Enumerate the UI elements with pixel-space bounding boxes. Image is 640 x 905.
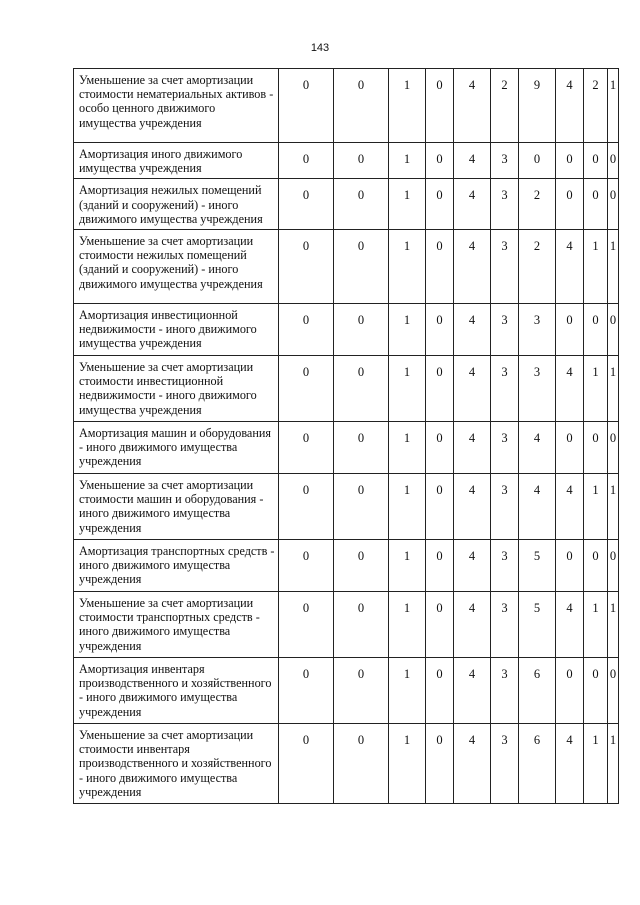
code-digit-cell: 0 [426, 143, 454, 179]
code-digit-cell: 0 [519, 143, 556, 179]
row-label: Амортизация инвентаря производственного и хозяйственного - иного движимого имущества учреждения [74, 658, 279, 724]
code-digit-cell: 0 [279, 230, 334, 304]
code-digit-cell: 1 [584, 724, 608, 804]
code-digit-cell: 1 [584, 356, 608, 422]
code-digit-cell: 0 [334, 69, 389, 143]
table-row [74, 474, 619, 540]
code-digit-cell: 1 [389, 179, 426, 230]
code-digit-cell: 0 [279, 356, 334, 422]
table-row [74, 658, 619, 724]
code-digit-cell: 0 [279, 69, 334, 143]
code-digit-cell: 0 [608, 179, 619, 230]
code-digit-cell: 4 [519, 474, 556, 540]
code-digit-cell: 1 [389, 724, 426, 804]
table-row [74, 179, 619, 230]
code-digit-cell: 9 [519, 69, 556, 143]
code-digit-cell: 4 [556, 69, 584, 143]
code-digit-cell: 0 [556, 179, 584, 230]
code-digit-cell: 4 [454, 69, 491, 143]
code-digit-cell: 0 [426, 422, 454, 474]
code-digit-cell: 0 [584, 179, 608, 230]
code-digit-cell: 3 [491, 143, 519, 179]
code-digit-cell: 2 [584, 69, 608, 143]
row-label: Уменьшение за счет амортизации стоимости инвентаря производственного и хозяйственного - иного движимого имущества учреждения [74, 724, 279, 804]
code-digit-cell: 0 [279, 143, 334, 179]
code-digit-cell: 3 [491, 474, 519, 540]
code-digit-cell: 0 [334, 422, 389, 474]
code-digit-cell: 4 [556, 230, 584, 304]
code-digit-cell: 4 [454, 592, 491, 658]
table-row [74, 724, 619, 804]
code-digit-cell: 0 [279, 179, 334, 230]
code-digit-cell: 4 [454, 143, 491, 179]
row-label: Уменьшение за счет амортизации стоимости машин и оборудования - иного движимого имущества учреждения [74, 474, 279, 540]
code-digit-cell: 0 [279, 540, 334, 592]
code-digit-cell: 0 [334, 592, 389, 658]
code-digit-cell: 0 [584, 422, 608, 474]
code-digit-cell: 3 [491, 304, 519, 356]
code-digit-cell: 0 [426, 304, 454, 356]
code-digit-cell: 1 [608, 724, 619, 804]
code-digit-cell: 3 [491, 658, 519, 724]
code-digit-cell: 0 [556, 304, 584, 356]
code-digit-cell: 0 [608, 143, 619, 179]
table-row [74, 230, 619, 304]
code-digit-cell: 0 [426, 230, 454, 304]
code-digit-cell: 0 [334, 179, 389, 230]
code-digit-cell: 6 [519, 658, 556, 724]
row-label: Амортизация нежилых помещений (зданий и сооружений) - иного движимого имущества учреждения [74, 179, 279, 230]
code-digit-cell: 0 [556, 540, 584, 592]
code-digit-cell: 1 [389, 356, 426, 422]
code-digit-cell: 4 [454, 230, 491, 304]
row-label: Уменьшение за счет амортизации стоимости нематериальных активов - особо ценного движимого имущества учреждения [74, 69, 279, 143]
code-digit-cell: 1 [608, 592, 619, 658]
code-digit-cell: 0 [279, 658, 334, 724]
code-digit-cell: 1 [584, 592, 608, 658]
code-digit-cell: 1 [608, 230, 619, 304]
code-digit-cell: 0 [426, 69, 454, 143]
code-digit-cell: 0 [584, 143, 608, 179]
code-digit-cell: 0 [334, 304, 389, 356]
code-digit-cell: 1 [584, 474, 608, 540]
table-row [74, 69, 619, 143]
code-digit-cell: 4 [454, 540, 491, 592]
code-digit-cell: 4 [454, 724, 491, 804]
code-digit-cell: 0 [334, 230, 389, 304]
code-digit-cell: 0 [426, 179, 454, 230]
code-digit-cell: 0 [584, 540, 608, 592]
code-digit-cell: 4 [454, 422, 491, 474]
code-digit-cell: 0 [426, 592, 454, 658]
code-digit-cell: 0 [426, 658, 454, 724]
code-digit-cell: 6 [519, 724, 556, 804]
code-digit-cell: 0 [608, 658, 619, 724]
code-digit-cell: 1 [389, 230, 426, 304]
table-row [74, 304, 619, 356]
code-digit-cell: 0 [584, 304, 608, 356]
code-digit-cell: 2 [519, 179, 556, 230]
table-row [74, 592, 619, 658]
code-digit-cell: 0 [279, 592, 334, 658]
code-digit-cell: 1 [389, 422, 426, 474]
code-digit-cell: 3 [519, 356, 556, 422]
code-digit-cell: 4 [454, 474, 491, 540]
row-label: Амортизация иного движимого имущества учреждения [74, 143, 279, 179]
code-digit-cell: 1 [389, 658, 426, 724]
account-code-table [73, 68, 619, 804]
row-label: Уменьшение за счет амортизации стоимости инвестиционной недвижимости - иного движимого имущества учреждения [74, 356, 279, 422]
code-digit-cell: 0 [426, 474, 454, 540]
code-digit-cell: 0 [334, 356, 389, 422]
code-digit-cell: 0 [279, 474, 334, 540]
code-digit-cell: 0 [279, 304, 334, 356]
code-digit-cell: 0 [279, 724, 334, 804]
row-label: Амортизация транспортных средств - иного движимого имущества учреждения [74, 540, 279, 592]
code-digit-cell: 0 [334, 474, 389, 540]
code-digit-cell: 1 [389, 474, 426, 540]
code-digit-cell: 0 [334, 540, 389, 592]
row-label: Уменьшение за счет амортизации стоимости нежилых помещений (зданий и сооружений) - иного движимого имущества учреждения [74, 230, 279, 304]
code-digit-cell: 1 [389, 540, 426, 592]
code-digit-cell: 0 [426, 540, 454, 592]
code-digit-cell: 4 [556, 724, 584, 804]
table-row [74, 143, 619, 179]
code-digit-cell: 4 [556, 474, 584, 540]
code-digit-cell: 5 [519, 540, 556, 592]
code-digit-cell: 1 [389, 304, 426, 356]
code-digit-cell: 4 [454, 658, 491, 724]
table-row [74, 422, 619, 474]
row-label: Амортизация машин и оборудования - иного движимого имущества учреждения [74, 422, 279, 474]
code-digit-cell: 0 [334, 658, 389, 724]
code-digit-cell: 1 [608, 356, 619, 422]
code-digit-cell: 0 [556, 422, 584, 474]
code-digit-cell: 3 [491, 540, 519, 592]
code-digit-cell: 1 [584, 230, 608, 304]
code-digit-cell: 0 [556, 143, 584, 179]
code-digit-cell: 0 [279, 422, 334, 474]
row-label: Уменьшение за счет амортизации стоимости транспортных средств - иного движимого имущества учреждения [74, 592, 279, 658]
code-digit-cell: 2 [519, 230, 556, 304]
code-digit-cell: 3 [491, 356, 519, 422]
code-digit-cell: 0 [608, 422, 619, 474]
code-digit-cell: 4 [454, 179, 491, 230]
page-number: 143 [310, 42, 330, 54]
code-digit-cell: 3 [491, 179, 519, 230]
code-digit-cell: 1 [389, 592, 426, 658]
code-digit-cell: 4 [556, 356, 584, 422]
table-row [74, 540, 619, 592]
code-digit-cell: 0 [584, 658, 608, 724]
code-digit-cell: 3 [491, 422, 519, 474]
code-digit-cell: 1 [608, 474, 619, 540]
code-digit-cell: 2 [491, 69, 519, 143]
code-digit-cell: 4 [556, 592, 584, 658]
code-digit-cell: 3 [491, 592, 519, 658]
code-digit-cell: 3 [519, 304, 556, 356]
code-digit-cell: 1 [389, 69, 426, 143]
code-digit-cell: 0 [426, 724, 454, 804]
row-label: Амортизация инвестиционной недвижимости - иного движимого имущества учреждения [74, 304, 279, 356]
code-digit-cell: 1 [608, 69, 619, 143]
code-digit-cell: 3 [491, 724, 519, 804]
code-digit-cell: 0 [608, 304, 619, 356]
code-digit-cell: 1 [389, 143, 426, 179]
code-digit-cell: 4 [454, 356, 491, 422]
table-row [74, 356, 619, 422]
code-digit-cell: 0 [334, 724, 389, 804]
code-digit-cell: 0 [556, 658, 584, 724]
code-digit-cell: 4 [519, 422, 556, 474]
code-digit-cell: 0 [426, 356, 454, 422]
code-digit-cell: 0 [334, 143, 389, 179]
code-digit-cell: 0 [608, 540, 619, 592]
code-digit-cell: 5 [519, 592, 556, 658]
code-digit-cell: 4 [454, 304, 491, 356]
code-digit-cell: 3 [491, 230, 519, 304]
